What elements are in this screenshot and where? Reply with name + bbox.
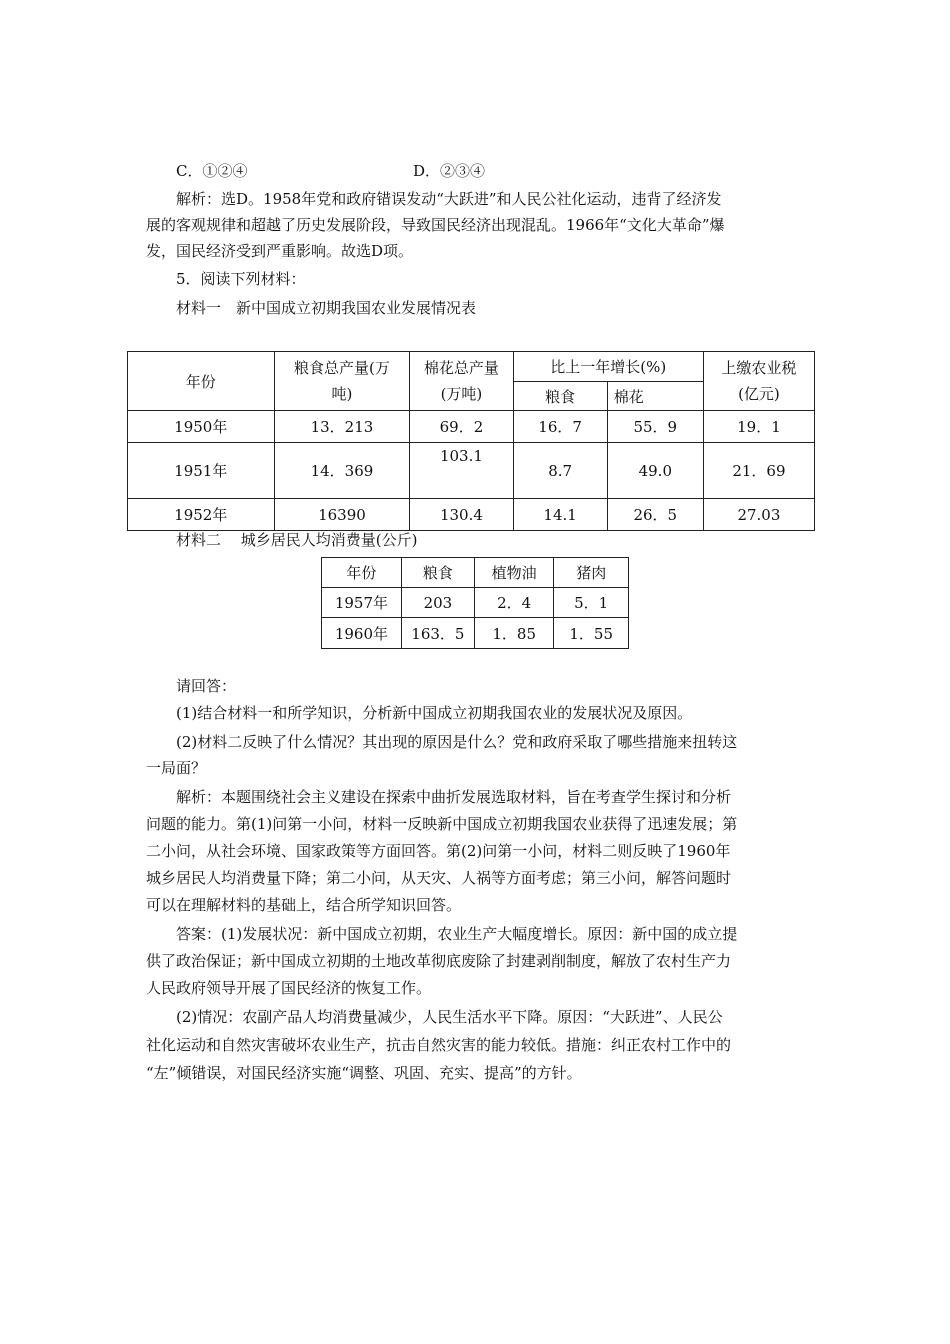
analysis-q4-line-2: 展的客观规律和超越了历史发展阶段，导致国民经济出现混乱。1966年“文化大革命”爆 xyxy=(146,216,725,234)
answer-2-line-3: “左”倾错误，对国民经济实施“调整、巩固、充实、提高”的方针。 xyxy=(146,1064,582,1082)
analysis-q5-line-5: 可以在理解材料的基础上，结合所学知识回答。 xyxy=(146,896,462,914)
header-cotton-output-line-2: (万吨) xyxy=(440,385,483,403)
header-cotton-output-line-1: 棉花总产量 xyxy=(423,359,499,377)
header-growth-grain: 粮食 xyxy=(513,382,607,411)
cell-year: 1960年 xyxy=(322,618,402,649)
analysis-q5-line-2: 问题的能力。第(1)问第一小问，材料一反映新中国成立初期我国农业获得了迅速发展；第 xyxy=(146,815,738,833)
header-year: 年份 xyxy=(322,558,402,588)
header-growth: 比上一年增长(%) xyxy=(513,352,703,382)
answer-1-line-2: 供了政治保证；新中国成立初期的土地改革彻底废除了封建剥削制度，解放了农村生产力 xyxy=(146,952,732,970)
material-1-title: 材料一 新中国成立初期我国农业发展情况表 xyxy=(176,299,477,317)
cell-growth-cotton: 55．9 xyxy=(607,411,703,443)
material-2-title: 材料二 城乡居民人均消费量(公斤) xyxy=(176,531,418,549)
question-5: 5．阅读下列材料： xyxy=(176,270,306,288)
cell-tax: 19．1 xyxy=(703,411,814,443)
cell-grain: 14．369 xyxy=(274,443,410,499)
cell-growth-grain: 14.1 xyxy=(513,499,607,531)
cell-year: 1951年 xyxy=(128,443,275,499)
cell-pork: 5．1 xyxy=(554,588,629,618)
option-c: C．①②④ xyxy=(176,162,248,180)
cell-growth-grain: 8.7 xyxy=(513,443,607,499)
table-row xyxy=(322,618,629,649)
cell-grain: 203 xyxy=(401,588,474,618)
table-row xyxy=(128,443,815,499)
answer-2-line-1: (2)情况：农副产品人均消费量减少，人民生活水平下降。原因：“大跃进”、人民公 xyxy=(176,1008,723,1026)
analysis-q4-line-1: 解析：选D。1958年党和政府错误发动“大跃进”和人民公社化运动，违背了经济发 xyxy=(176,190,722,208)
header-grain-output-line-1: 粮食总产量(万 xyxy=(294,359,390,377)
header-grain-output xyxy=(274,352,410,411)
cell-oil: 2．4 xyxy=(474,588,553,618)
cell-cotton: 130.4 xyxy=(410,499,513,531)
answer-2-line-2: 社化运动和自然灾害破坏农业生产，抗击自然灾害的能力较低。措施：纠正农村工作中的 xyxy=(146,1036,732,1054)
table-row xyxy=(322,588,629,618)
cell-cotton: 103.1 xyxy=(410,443,513,499)
sub-question-1: (1)结合材料一和所学知识，分析新中国成立初期我国农业的发展状况及原因。 xyxy=(176,704,693,722)
header-cotton-output xyxy=(410,352,513,411)
sub-question-2-line-1: (2)材料二反映了什么情况？其出现的原因是什么？党和政府采取了哪些措施来扭转这 xyxy=(176,733,738,751)
cell-tax: 27.03 xyxy=(703,499,814,531)
cell-year: 1952年 xyxy=(128,499,275,531)
header-oil: 植物油 xyxy=(474,558,553,588)
header-grain: 粮食 xyxy=(401,558,474,588)
please-answer: 请回答： xyxy=(176,677,237,695)
header-tax xyxy=(703,352,814,411)
header-grain-output-line-2: 吨) xyxy=(331,385,353,403)
answer-1-line-3: 人民政府领导开展了国民经济的恢复工作。 xyxy=(146,979,432,997)
table-row xyxy=(128,411,815,443)
cell-pork: 1．55 xyxy=(554,618,629,649)
sub-question-2-line-2: 一局面？ xyxy=(146,759,207,777)
analysis-q5-line-1: 解析：本题围绕社会主义建设在探索中曲折发展选取材料，旨在考查学生探讨和分析 xyxy=(176,788,732,806)
option-d: D．②③④ xyxy=(413,162,486,180)
header-tax-line-2: (亿元) xyxy=(738,385,780,403)
header-tax-line-1: 上缴农业税 xyxy=(721,359,797,377)
cell-tax: 21．69 xyxy=(703,443,814,499)
cell-grain: 163．5 xyxy=(401,618,474,649)
cell-growth-cotton: 26．5 xyxy=(607,499,703,531)
header-pork: 猪肉 xyxy=(554,558,629,588)
table-row xyxy=(128,499,815,531)
cell-growth-grain: 16．7 xyxy=(513,411,607,443)
cell-grain: 16390 xyxy=(274,499,410,531)
cell-grain: 13．213 xyxy=(274,411,410,443)
consumption-table xyxy=(321,557,629,649)
cell-oil: 1．85 xyxy=(474,618,553,649)
header-year: 年份 xyxy=(128,352,275,411)
analysis-q5-line-3: 二小问，从社会环境、国家政策等方面回答。第(2)问第一小问，材料二则反映了1960年 xyxy=(146,842,731,860)
cell-growth-cotton: 49.0 xyxy=(607,443,703,499)
cell-cotton: 69．2 xyxy=(410,411,513,443)
cell-year: 1957年 xyxy=(322,588,402,618)
cell-year: 1950年 xyxy=(128,411,275,443)
answer-1-line-1: 答案：(1)发展状况：新中国成立初期，农业生产大幅度增长。原因：新中国的成立提 xyxy=(176,925,738,943)
agriculture-table xyxy=(127,351,815,531)
analysis-q5-line-4: 城乡居民人均消费量下降；第二小问，从天灾、人祸等方面考虑；第三小问，解答问题时 xyxy=(146,869,732,887)
analysis-q4-line-3: 发，国民经济受到严重影响。故选D项。 xyxy=(146,242,414,260)
header-growth-cotton: 棉花 xyxy=(607,382,703,411)
